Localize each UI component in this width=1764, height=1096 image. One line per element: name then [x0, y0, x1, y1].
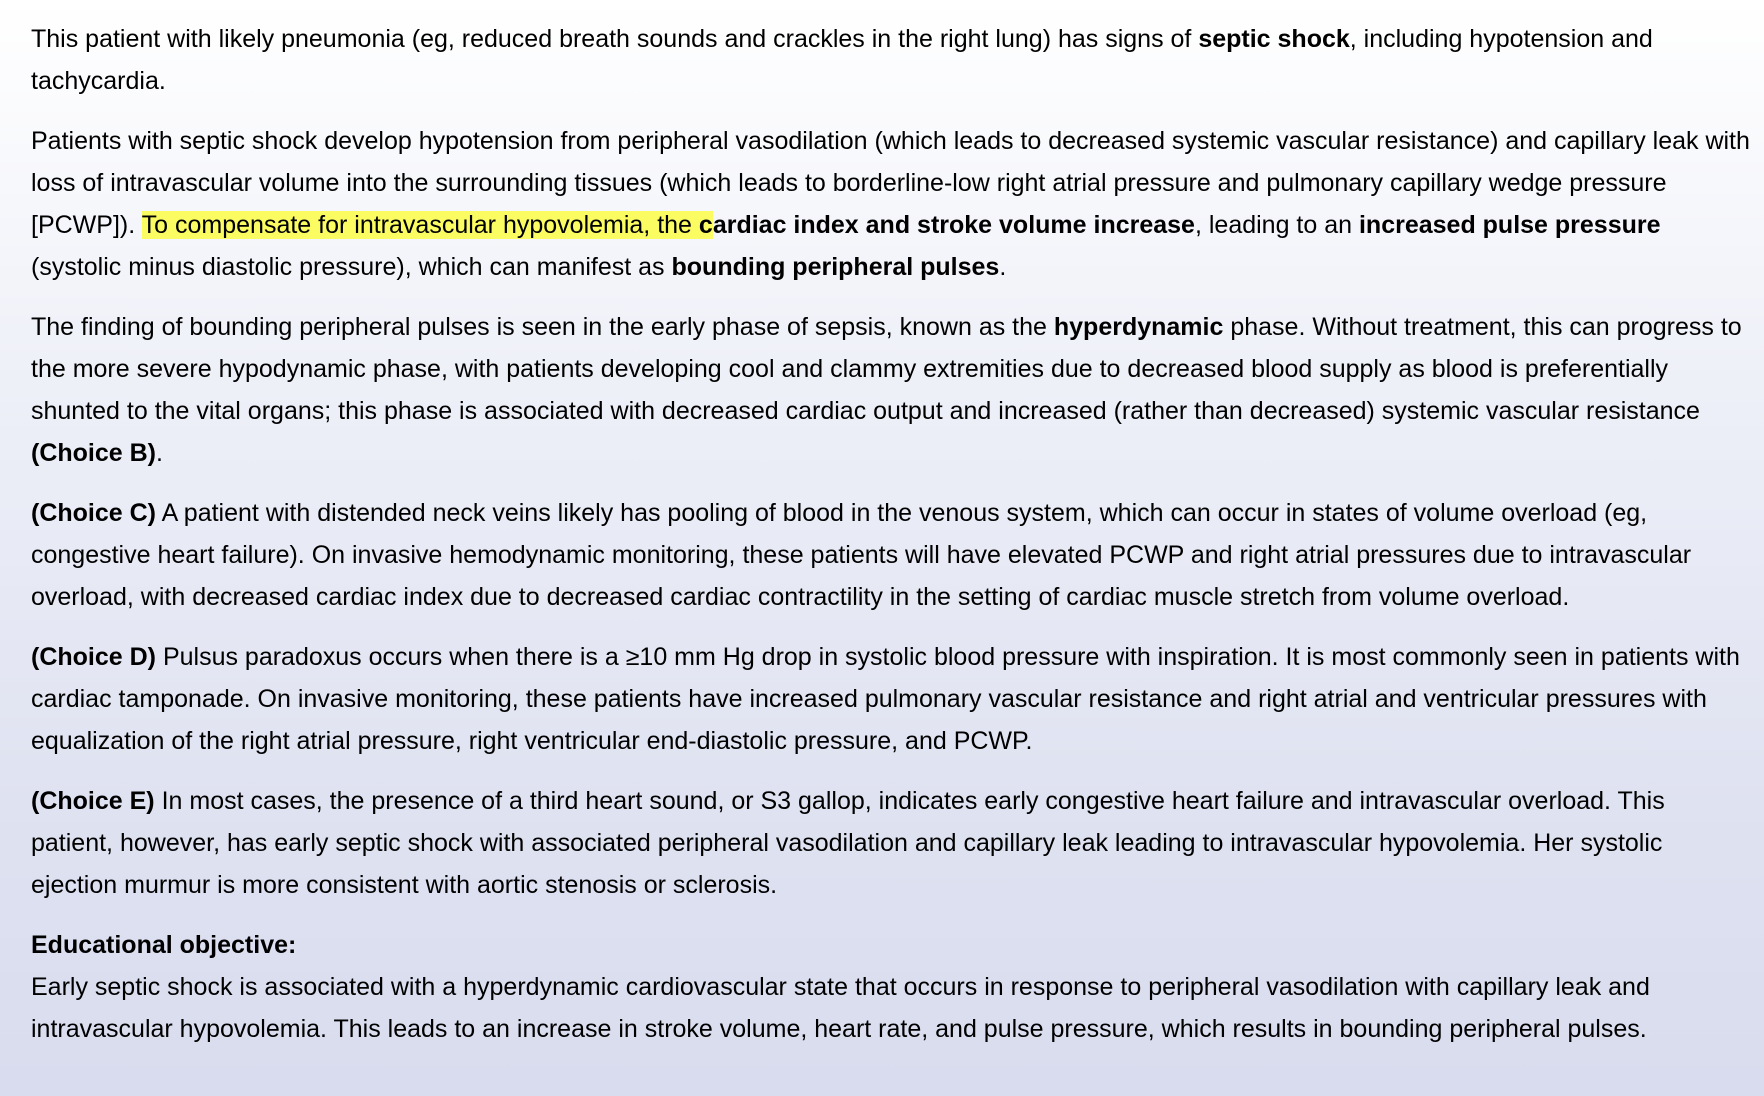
choice-e-paragraph	[31, 780, 1750, 906]
choice-d-text: Pulsus paradoxus occurs when there is a ≥10 mm Hg drop in systolic blood pressure with inspiration. It is most commonly seen in patients with cardiac tamponade. On invasive monitoring, these patients have increased pulmonary vascular resistance and right atrial and ventricular pressures with equalization of the right atrial pressure, right ventricular end-diastolic pressure, and PCWP.	[31, 643, 1740, 755]
choice-c-text: A patient with distended neck veins likely has pooling of blood in the venous system, which can occur in states of volume overload (eg, congestive heart failure). On invasive hemodynamic monitoring, these patients will have elevated PCWP and right atrial pressures due to intravascular overload, with decreased cardiac index due to decreased cardiac contractility in the setting of cardiac muscle stretch from volume overload.	[31, 499, 1692, 611]
explanation-paragraph-1	[31, 18, 1750, 102]
choice-c-label: (Choice C)	[31, 499, 156, 527]
p2-text-3: (systolic minus diastolic pressure), which can manifest as	[31, 253, 672, 281]
p3-bold-hyperdynamic: hyperdynamic	[1053, 313, 1224, 341]
educational-objective-text: Early septic shock is associated with a hyperdynamic cardiovascular state that occurs in response to peripheral vasodilation with capillary leak and intravascular hypovolemia. This leads to an increase in stroke volume, heart rate, and pulse pressure, which results in bounding peripheral pulses.	[31, 973, 1650, 1043]
educational-objective-label: Educational objective:	[31, 931, 297, 959]
choice-d-paragraph	[31, 636, 1750, 762]
p2-text-2: , leading to an	[1194, 211, 1359, 239]
p2-text-4: .	[999, 253, 1007, 281]
p2-bold-cardiac-index: ardiac index and stroke volume increase	[712, 211, 1195, 239]
p1-text-1: This patient with likely pneumonia (eg, reduced breath sounds and crackles in the right lung) has signs of	[31, 25, 1199, 53]
p3-text-2: phase. Without treatment, this can progress to the more severe hypodynamic phase, with patients developing cool and clammy extremities due to decreased blood supply as blood is preferentially shunted to the vital organs; this phase is associated with decreased cardiac output and increased (rather than decreased) systemic vascular resistance	[31, 313, 1742, 425]
p3-text-3: .	[156, 439, 163, 467]
choice-d-label: (Choice D)	[31, 643, 156, 671]
p3-text-1: The finding of bounding peripheral pulses is seen in the early phase of sepsis, known as the	[31, 313, 1054, 341]
p1-text-2: , including hypotension and tachycardia.	[31, 25, 1653, 95]
p2-highlight-bold: c	[698, 211, 713, 239]
choice-b-label: (Choice B)	[31, 439, 156, 467]
explanation-paragraph-3	[31, 306, 1750, 474]
p1-bold-septic-shock: septic shock	[1198, 25, 1350, 53]
choice-e-label: (Choice E)	[31, 787, 155, 815]
choice-e-text: In most cases, the presence of a third heart sound, or S3 gallop, indicates early congestive heart failure and intravascular overload. This patient, however, has early septic shock with associated peripheral vasodilation and capillary leak leading to intravascular hypovolemia. Her systolic ejection murmur is more consistent with aortic stenosis or sclerosis.	[31, 787, 1665, 899]
explanation-paragraph-2	[31, 120, 1750, 288]
p2-text-1: Patients with septic shock develop hypotension from peripheral vasodilation (which leads to decreased systemic vascular resistance) and capillary leak with loss of intravascular volume into the surrounding tissues (which leads to borderline-low right atrial pressure and pulmonary capillary wedge pressure [PCWP]).	[31, 127, 1750, 239]
educational-objective-heading	[31, 924, 1750, 966]
p2-bold-bounding-pulses: bounding peripheral pulses	[671, 253, 1000, 281]
p2-highlight	[142, 211, 713, 239]
p2-highlight-text: To compensate for intravascular hypovolemia, the	[141, 211, 699, 239]
p2-bold-pulse-pressure: increased pulse pressure	[1358, 211, 1661, 239]
choice-c-paragraph	[31, 492, 1750, 618]
